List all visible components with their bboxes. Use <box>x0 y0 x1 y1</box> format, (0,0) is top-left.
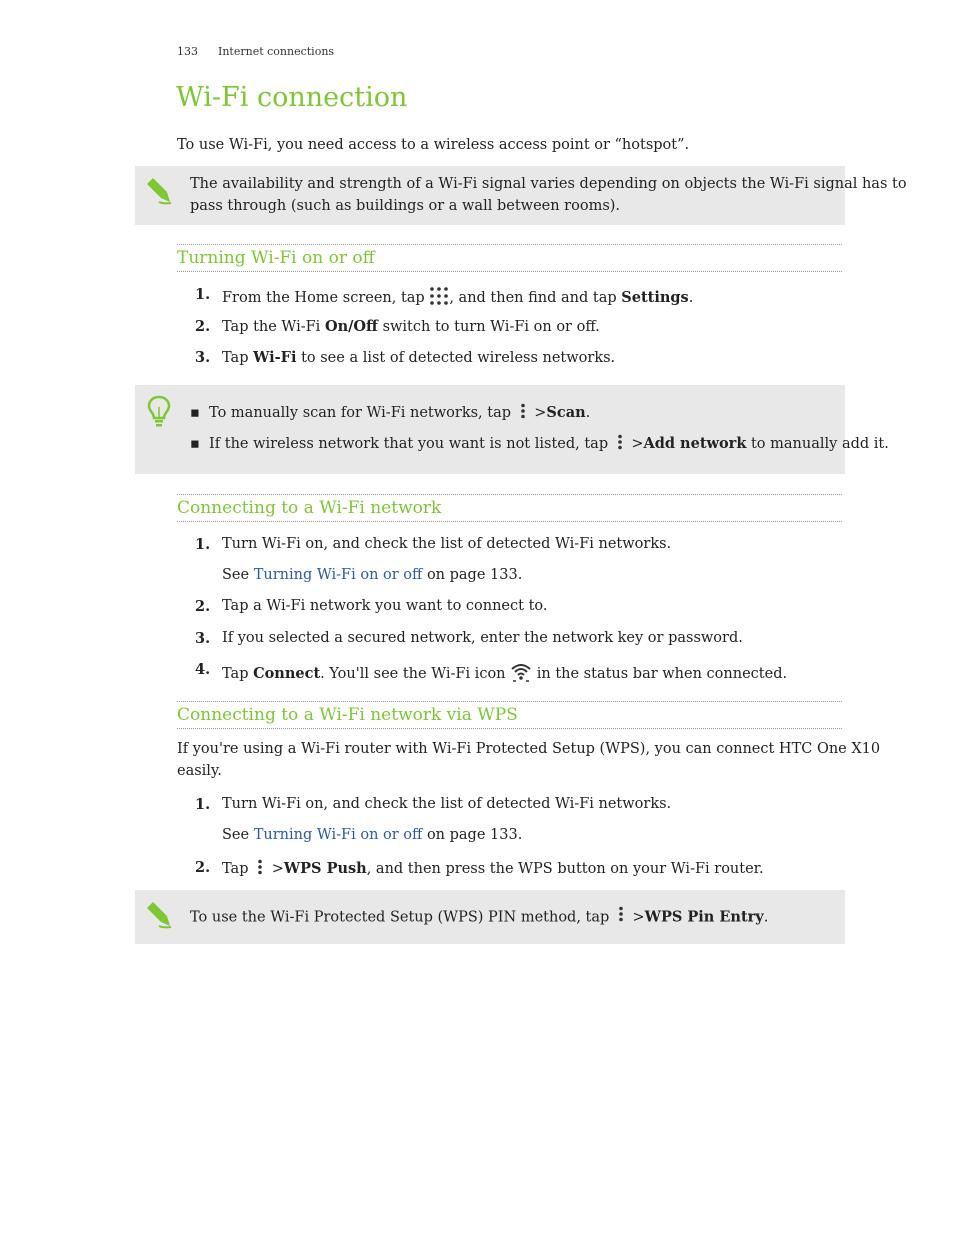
tip-text-part: to manually add it. <box>750 436 889 452</box>
section-divider <box>177 494 842 495</box>
more-vertical-icon <box>613 434 627 454</box>
see-text: See <box>222 567 250 583</box>
more-vertical-icon <box>253 859 267 879</box>
step-text: Turn Wi-Fi on, and check the list of detected Wi-Fi networks. <box>222 536 672 552</box>
menu-separator: > <box>534 405 547 421</box>
step-text-part: Tap <box>222 666 249 682</box>
step-text: If you selected a secured network, enter the network key or password. <box>222 630 743 646</box>
section-divider <box>177 271 842 272</box>
section-divider <box>177 244 842 245</box>
step-number: 2. <box>195 318 211 335</box>
wps-intro-line-1: If you're using a Wi-Fi router with Wi-Fi Protected Setup (WPS), you can connect HTC One X10 <box>177 741 881 757</box>
step-text <box>222 286 693 310</box>
see-text: See <box>222 827 250 843</box>
tip-text-part: . <box>585 405 591 421</box>
menu-separator: > <box>632 909 645 926</box>
step-text-part: Tap <box>222 861 249 877</box>
cross-reference-link[interactable]: Turning Wi-Fi on or off <box>253 827 423 843</box>
step-text <box>222 859 764 879</box>
step-text-part: Tap <box>222 350 249 366</box>
note-text-part: To use the Wi-Fi Protected Setup (WPS) PIN method, tap <box>190 909 610 926</box>
ui-label-settings: Settings <box>621 289 689 306</box>
cross-reference <box>222 567 522 583</box>
step-text: Turn Wi-Fi on, and check the list of detected Wi-Fi networks. <box>222 796 672 812</box>
bullet-mark: ▪ <box>190 405 200 421</box>
more-vertical-icon <box>516 403 530 423</box>
ui-label-wifi: Wi-Fi <box>253 349 297 366</box>
intro-paragraph: To use Wi-Fi, you need access to a wireless access point or “hotspot”. <box>177 137 690 153</box>
step-text-part: From the Home screen, tap <box>222 290 425 306</box>
lightbulb-icon <box>147 395 171 431</box>
step-text-part: . <box>688 290 694 306</box>
ui-label-add-network: Add network <box>643 435 747 452</box>
wps-intro-line-2: easily. <box>177 763 222 779</box>
step-text: Tap a Wi-Fi network you want to connect to. <box>222 598 548 614</box>
note-line-2: pass through (such as buildings or a wall between rooms). <box>190 198 621 214</box>
step-text <box>222 318 600 335</box>
step-text-part: switch to turn Wi-Fi on or off. <box>382 319 600 335</box>
step-text-part: , and then press the WPS button on your Wi-Fi router. <box>366 861 764 877</box>
step-text-part: in the status bar when connected. <box>536 666 788 682</box>
note-line-1: The availability and strength of a Wi-Fi signal varies depending on objects the Wi-Fi signal has to <box>190 176 907 192</box>
note-pencil-icon <box>145 900 173 934</box>
tip-box <box>135 385 845 474</box>
step-text <box>222 661 787 687</box>
step-number: 1. <box>195 286 211 303</box>
ui-label-scan: Scan <box>546 404 586 421</box>
step-text-part: Tap the Wi-Fi <box>222 319 321 335</box>
step-number: 1. <box>195 796 211 813</box>
note-text-part: . <box>763 909 769 926</box>
step-text-part: to see a list of detected wireless networks. <box>301 350 616 366</box>
page-title: Wi-Fi connection <box>176 82 408 113</box>
section-heading-wps: Connecting to a Wi-Fi network via WPS <box>177 705 518 725</box>
ui-label-connect: Connect <box>253 665 321 682</box>
wifi-icon <box>510 661 532 687</box>
step-text <box>222 349 615 366</box>
step-number: 3. <box>195 630 211 647</box>
ui-label-on-off: On/Off <box>324 318 378 335</box>
cross-reference <box>222 827 522 843</box>
section-divider <box>177 728 842 729</box>
ui-label-wps-push: WPS Push <box>283 860 367 877</box>
running-header <box>177 45 354 58</box>
step-text-part: , and then find and tap <box>449 290 617 306</box>
section-divider <box>177 521 842 522</box>
step-number: 2. <box>195 859 211 876</box>
tip-item <box>190 434 889 454</box>
note-text <box>190 906 768 929</box>
step-number: 1. <box>195 536 211 553</box>
step-text-part: . You'll see the Wi-Fi icon <box>320 666 506 682</box>
tip-text-part: If the wireless network that you want is not listed, tap <box>209 436 609 452</box>
section-divider <box>177 701 842 702</box>
step-number: 4. <box>195 661 211 678</box>
section-heading-connecting: Connecting to a Wi-Fi network <box>177 498 442 518</box>
tip-item <box>190 403 590 423</box>
see-text: on page 133. <box>426 827 523 843</box>
cross-reference-link[interactable]: Turning Wi-Fi on or off <box>253 567 423 583</box>
tip-text-part: To manually scan for Wi-Fi networks, tap <box>209 405 512 421</box>
ui-label-wps-pin-entry: WPS Pin Entry <box>644 908 764 926</box>
section-heading-turning-wifi: Turning Wi-Fi on or off <box>177 248 375 268</box>
menu-separator: > <box>271 861 284 877</box>
chapter-name: Internet connections <box>218 45 335 58</box>
menu-separator: > <box>631 436 644 452</box>
note-pencil-icon <box>145 176 173 210</box>
more-vertical-icon <box>614 906 628 929</box>
step-number: 3. <box>195 349 211 366</box>
step-number: 2. <box>195 598 211 615</box>
apps-grid-icon <box>429 286 449 310</box>
page-number: 133 <box>177 45 198 58</box>
see-text: on page 133. <box>426 567 523 583</box>
bullet-mark: ▪ <box>190 436 200 452</box>
